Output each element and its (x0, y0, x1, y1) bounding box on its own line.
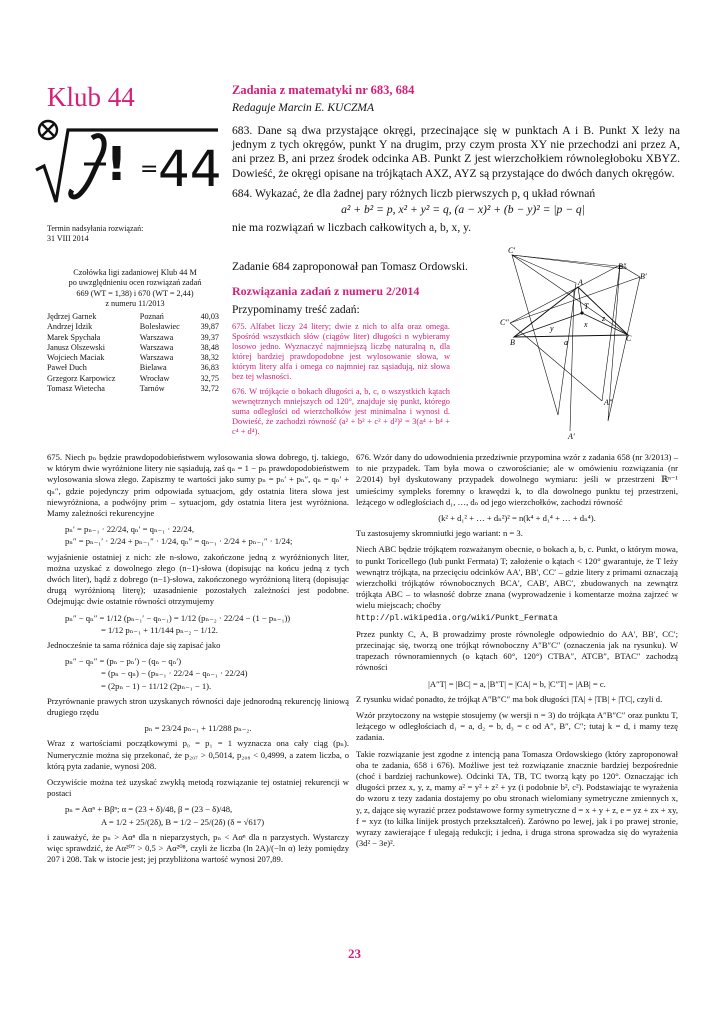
league-score: 38,32 (200, 353, 219, 363)
klub44-logo (34, 118, 234, 204)
deadline-label: Termin nadsyłania rozwiązań: (47, 224, 144, 233)
sol675-par: Oczywiście można też uzyskać zwykłą metodą rozwiązanie tej ostatniej rekurencji w postaci (47, 777, 349, 799)
problem-684-intro: 684. Wykazać, że dla żadnej pary różnych liczb pierwszych p, q układ równań (232, 186, 596, 200)
diagram-label: B″ (618, 262, 627, 271)
league-city: Bolesławiec (139, 322, 180, 332)
page-title: Klub 44 (47, 82, 135, 112)
reminder-676: 676. W trójkącie o bokach długości a, b, c, o wszystkich kątach wewnętrznych mniejszych od 120°, znajduje się punkt, którego suma odległości od wierzchołków jest minimalna i wynosi d. Dowieść, że zachodzi równość (a² + b² + c² + d²)² = 3(a⁴ + b⁴ + c⁴ + d⁴). (232, 386, 450, 436)
deadline-block (47, 224, 143, 244)
sol675-eq: pₙ = Aαⁿ + Bβⁿ; α = (23 + δ)/48, β = (23 − δ)/48, (65, 804, 233, 815)
sol675-eq: A = 1/2 + 25/(2δ), B = 1/2 − 25/(2δ) (δ = √617) (101, 816, 265, 827)
solution-676 (356, 452, 678, 855)
sol676-par: Tu zastosujemy skromniutki jego wariant: n = 3. (356, 528, 523, 539)
league-table (47, 312, 219, 394)
wikipedia-link[interactable]: http://pl.wikipedia.org/wiki/Punkt_Fermata (356, 613, 558, 623)
league-row (47, 322, 219, 332)
league-row (47, 353, 219, 363)
problems-block (232, 124, 680, 241)
diagram-label: A′ (568, 432, 575, 441)
diagram-label: A (578, 278, 583, 287)
league-city: Poznań (139, 312, 164, 321)
sol675-par: Przyrównanie prawych stron uzyskanych równości daje jednorodną rekurencję liniową drugiego rzędu (47, 695, 349, 718)
sol676-link-line (356, 612, 678, 624)
reminder-675: 675. Alfabet liczy 24 litery; dwie z nich to alfa oraz omega. Spośród wszystkich słów (ciągów liter) długości n wybieramy losowo jedno. Wyznaczyć najmniejszą liczbę naturalną n, dla której bardziej prawdopodobne jest wylosowanie słowa, w którym litery alfa i omega co najmniej raz sąsiadują, niż słowa bez tej własności. (232, 322, 450, 382)
league-score: 32,75 (200, 373, 219, 383)
sol676-par: Z rysunku widać ponadto, że trójkąt A″B″C″ ma bok długości |TA| + |TB| + |TC|, czyli d. (356, 693, 663, 704)
svg-text:!: ! (106, 137, 127, 191)
diagram-label: C′ (508, 246, 516, 255)
league-intro-line: Czołówka ligi zadaniowej Klub 44 M (73, 268, 197, 277)
sol675-par: 675. Niech pₙ będzie prawdopodobieństwem wylosowania słowa dobrego, tj. takiego, w którym dwie wyróżnione litery nie sąsiadują, zaś qₙ = 1 − pₙ prawdopodobieństwem wylosowania słowa złego. Zapiszmy te wartości jako sumy pₙ = pₙ′ + pₙ″, qₙ = qₙ′ + qₙ″, gdzie pojedynczy prim odpowiada sytuacjom, gdy ostatnia litera słowa jest niewyróżniona, a podwójny prim – sytuacjom, gdy ostatnia litera jest wyróżniona. Mamy zależności rekurencyjne (47, 452, 349, 519)
svg-text:44: 44 (158, 140, 222, 198)
sol675-eq: = (2pₙ − 1) − 11/12 (2pₙ₋₁ − 1). (101, 680, 212, 691)
league-score: 40,03 (200, 312, 219, 321)
league-name: Andrzej Idzik (47, 322, 93, 332)
geometry-figure (498, 245, 648, 445)
svg-text:=: = (140, 157, 159, 182)
league-intro-line: po uwzględnieniu ocen rozwiązań zadań (68, 278, 202, 288)
sol676-eq: (k² + d₁² + … + dₙ²)² = n(k⁴ + d₁⁴ + … + dₙ⁴). (438, 513, 596, 524)
diagram-label: B (510, 338, 515, 347)
league-name: Janusz Olszewski (47, 342, 105, 352)
league-city: Warszawa (139, 353, 174, 363)
league-row (47, 374, 219, 384)
league-city: Wrocław (139, 373, 170, 383)
league-intro-line: 669 (WT = 1,38) i 670 (WT = 2,44) (76, 288, 194, 298)
diagram-label: C (626, 334, 632, 343)
sol675-par: Jednocześnie ta sama różnica daje się zapisać jako (47, 640, 221, 651)
deadline-date: 31 VIII 2014 (47, 234, 89, 243)
sol676-par: Wzór przytoczony na wstępie stosujemy (w wersji n = 3) do trójkąta A″B″C″ oraz punktu T, leżącego w odległościach d₁ = a, d₂ = b, d₃ = c od A″, B″, C″; tutaj k = d, i mamy tezę zadania. (356, 710, 678, 743)
league-name: Paweł Duch (47, 363, 87, 373)
solution-675 (47, 452, 349, 871)
diagram-label: a (564, 338, 568, 347)
sol675-eq: pₙ″ − qₙ″ = 1/12 (pₙ₋₁′ − qₙ₋₁) = 1/12 (pₙ₋₂ · 22/24 − (1 − pₙ₋₁)) (65, 612, 291, 623)
league-intro (47, 268, 223, 309)
league-score: 38,48 (200, 342, 219, 352)
sol676-par: Niech ABC będzie trójkątem rozważanym obecnie, o bokach a, b, c. Punkt, o którym mowa, to punkt Toricellego (lub punkt Fermata) T; założenie o kątach < 120° gwarantuje, że T leży wewnątrz trójkąta, na przecięciu odcinków AA′, BB′, CC′ – gdzie litery z primami oznaczają wierzchołki trójkątów równobocznych BCA′, CAB′, ABC′, zbudowanych na zewnątrz trójkąta ABC – to własność dobrze znana (wyprowadzenie i komentarze można zajrzeć w wielu miejscach; choćby (356, 544, 678, 611)
league-city: Bielawa (139, 363, 167, 373)
sol675-par: i zauważyć, że pₙ > Aαⁿ dla n nieparzystych, pₙ < Aαⁿ dla n parzystych. Wystarczy więc sprawdzić, że Aα²⁰⁷ > 0,5 > Aα²⁰⁸, czyli że liczba (ln 2A)/(−ln α) leży pomiędzy 207 i 208. Tak w istocie jest; jej przybliżona wartość wynosi 207,89. (47, 831, 349, 865)
diagram-label: T (584, 302, 589, 311)
league-city: Warszawa (139, 342, 174, 352)
diagram-label: z (602, 314, 606, 323)
sol675-eq: pₙ″ = pₙ₋₁′ · 2/24 + pₙ₋₁″ · 1/24, qₙ″ = qₙ₋₁ · 2/24 + pₙ₋₁″ · 1/24; (65, 536, 293, 547)
league-score: 39,87 (200, 322, 219, 332)
sol676-par: Takie rozwiązanie jest zgodne z intencją pana Tomasza Ordowskiego (który zaproponował oba te zadania, 658 i 676). Możliwe jest też rozwiązanie znacznie bardziej bezpośrednie (choć i bardziej rachunkowe). Odcinki TA, TB, TC tworzą kąty po 120°. Oznaczając ich długości przez x, y, z, mamy a² = y² + z² + yz (i podobnie b², c²). Podstawiając te wyrażenia do wzoru z tezy zadania dostajemy po obu stronach wielomiany symetryczne zmiennych x, y, z, dające się wyrazić przez podstawowe formy symetryczne d = x + y + z, e = yz + zx + xy, f = xyz (to kilka linijek prostych przekształceń). Zarówno po lewej, jak i po prawej stronie, wyrazy zawierające f ulegają redukcji; i jedna, i druga strona sprowadza się do wyrażenia (3d² − 3e)². (356, 748, 678, 849)
diagram-label: C″ (500, 318, 509, 327)
sol675-par: wyjaśnienie ostatniej z nich: złe n-słowo, zakończone jedną z wyróżnionych liter, można uzyskać z dowolnego złego (n−1)-słowa (dopisując na końcu jedną z tych dwóch liter), bądź z dobrego (n−1)-słowa, zakończonego wyróżnioną literą (dopisując drugą wyróżnioną literę); uzasadnienie pozostałych zależności jest podobne. Odejmując dwie ostatnie równości otrzymujemy (47, 551, 349, 607)
diagram-label: y (550, 324, 554, 333)
league-score: 36,83 (200, 363, 219, 373)
editor-line: Redaguje Marcin E. KUCZMA (232, 102, 375, 114)
sol675-eq: = (pₙ − qₙ) − (pₙ₋₁ · 22/24 − qₙ₋₁ · 22/24) (101, 668, 248, 679)
league-name: Wojciech Maciak (47, 353, 105, 363)
league-city: Warszawa (139, 332, 174, 342)
solutions-reminder: Przypominamy treść zadań: (232, 304, 360, 316)
sol675-eq: pₙ″ − qₙ″ = (pₙ − pₙ′) − (qₙ − qₙ′) (65, 656, 182, 667)
sol676-par: 676. Wzór dany do udowodnienia przedziwnie przypomina wzór z zadania 658 (nr 3/2013) – to nie przypadek. Tam była mowa o czworościanie; ale w omówieniu rozwiązania (nr 2/2014) był dyskutowany przypadek dowolnego wymiaru: jeśli w przestrzeni ℝⁿ⁻¹ umieścimy sympleks foremny o krawędzi k, to dla dowolnego punktu tej przestrzeni, leżącego w odległościach d₁, …, dₙ od jego wierzchołków, zachodzi równość (356, 452, 678, 507)
league-intro-line: z numeru 11/2013 (105, 298, 165, 308)
league-name: Jędrzej Garnek (47, 312, 97, 321)
sol675-eq: pₙ = 23/24 pₙ₋₁ + 11/288 pₙ₋₂. (144, 723, 252, 734)
league-score: 32,72 (200, 384, 219, 394)
problems-heading: Zadania z matematyki nr 683, 684 (232, 83, 415, 97)
diagram-label: A″ (604, 398, 613, 407)
league-score: 39,37 (200, 332, 219, 342)
sol675-eq: = 1/12 pₙ₋₁ + 11/144 pₙ₋₂ − 1/12. (101, 624, 218, 635)
problem-683: 683. Dane są dwa przystające okręgi, przecinające się w punktach A i B. Punkt X leży na jednym z tych okręgów, punkt Y na drugim, przy czym prosta XY nie przechodzi ani przez A, ani przez B, ani przez środek odcinka AB. Punkt Z jest wierzchołkiem równoległoboku XBYZ. Dowieść, że okręgi opisane na trójkątach AXZ, AYZ są przystające do dwóch danych okręgów. (232, 124, 680, 180)
league-row (47, 343, 219, 353)
diagram-label: x (584, 320, 588, 329)
logo-drawing-icon (34, 118, 234, 204)
league-name: Tomasz Wietecha (47, 384, 105, 394)
sol676-par: Przez punkty C, A, B prowadzimy proste równoległe odpowiednio do AA′, BB′, CC′; przecinając się, tworzą one trójkąt równoboczny A″B″C″ (oznaczenia jak na rysunku). W trapezach równoramiennych (o kątach 60°, 120°) CTBA″, ATCB″, BTAC″ zachodzą równości (356, 628, 678, 673)
league-name: Grzegorz Karpowicz (47, 373, 116, 383)
league-row (47, 384, 219, 394)
reminder-block (232, 322, 450, 437)
problem-684-equations: a² + b² = p, x² + y² = q, (a − x)² + (b − y)² = |p − q| (341, 203, 585, 217)
solutions-title: Rozwiązania zadań z numeru 2/2014 (232, 284, 420, 298)
league-name: Marek Spychała (47, 332, 101, 342)
league-city: Tarnów (139, 384, 165, 394)
sol676-eq: |A″T| = |BC| = a, |B″T| = |CA| = b, |C″T| = |AB| = c. (428, 678, 606, 689)
triangle-diagram (498, 245, 648, 445)
league-row (47, 363, 219, 373)
league-row (47, 333, 219, 343)
problem-684-after: nie ma rozwiązań w liczbach całkowitych a, b, x, y. (232, 221, 472, 235)
sol675-eq: pₙ′ = pₙ₋₁ · 22/24, qₙ′ = qₙ₋₁ · 22/24, (65, 524, 195, 535)
diagram-label: B′ (640, 272, 647, 281)
problem-684-author: Zadanie 684 zaproponował pan Tomasz Ordowski. (232, 260, 468, 273)
league-row (47, 312, 219, 322)
sol675-par: Wraz z wartościami początkowymi p₀ = p₁ = 1 wyznacza ona cały ciąg (pₙ). Numerycznie można się przekonać, że p₂₀₇ > 0,5014, p₂₀₈ < 0,4999, a zatem liczba, o którą pyta zadanie, wynosi 208. (47, 738, 349, 771)
page-number: 23 (348, 946, 361, 961)
